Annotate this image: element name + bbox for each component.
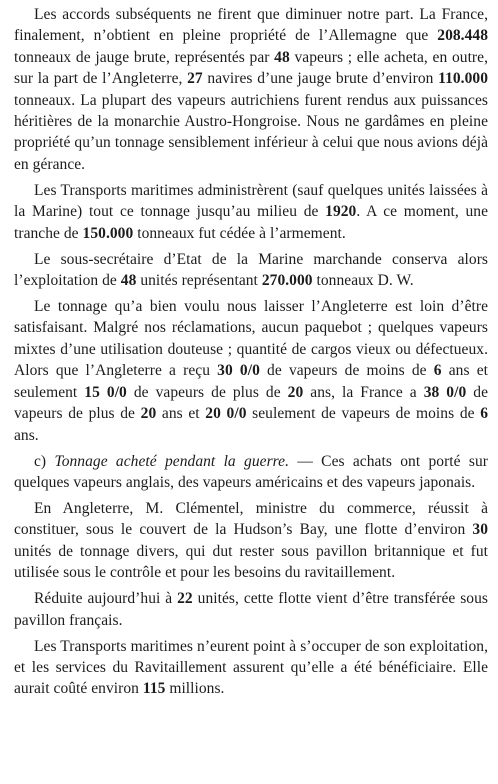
text-run: tonneaux. La plupart des vapeurs autrichiens furent rendus aux puissances héritières de la monarchie Austro-Hongroise. Nous ne gardâmes en pleine propriété qu’un tonnage sensiblement inférieur à celui que nous avions déjà en gérance. bbox=[14, 91, 488, 173]
bold-figure: 1920 bbox=[325, 203, 357, 221]
paragraph-7 bbox=[14, 588, 488, 631]
bold-figure: 22 bbox=[177, 590, 193, 608]
text-run: unités de tonnage divers, qui dut rester sous pavillon britannique et fut utilisée sous le contrôle et pour les besoins du ravitaillement. bbox=[14, 542, 488, 582]
text-run: Le sous-secrétaire d’Etat de la Marine marchande conserva alors l’exploitation de bbox=[14, 250, 488, 290]
bold-figure: 27 bbox=[187, 70, 203, 88]
bold-figure: 150.000 bbox=[82, 224, 134, 242]
text-run: Les Transports maritimes administrèrent (sauf quelques unités laissées à la Marine) tout ce tonnage jusqu’au milieu de bbox=[14, 181, 488, 221]
paragraph-1 bbox=[14, 4, 488, 175]
section-heading: Tonnage acheté pendant la guerre. bbox=[54, 452, 290, 470]
text-run: navires d’une jauge brute d’environ bbox=[202, 70, 439, 88]
bold-figure: 20 bbox=[140, 405, 157, 423]
text-run: vapeurs ; elle acheta, en outre, sur la part de l’Angleterre, bbox=[14, 48, 488, 88]
paragraph-4 bbox=[14, 296, 488, 446]
bold-figure: 20 bbox=[287, 383, 304, 401]
paragraph-8 bbox=[14, 636, 488, 700]
text-run: Le tonnage qu’a bien voulu nous laisser l’Angleterre est loin d’être satisfaisant. Malgré nos réclamations, aucun paquebot ; quelques vapeurs mixtes d’une utilisation douteuse ; quantité de cargos vieux ou défectueux. Alors que l’Angleterre a reçu bbox=[14, 298, 488, 380]
text-run: millions. bbox=[165, 680, 225, 698]
text-run: . A ce moment, une tranche de bbox=[14, 203, 488, 242]
bold-figure: 115 bbox=[142, 680, 166, 698]
paragraph-6 bbox=[14, 498, 488, 584]
text-run: tonneaux D. W. bbox=[312, 272, 414, 290]
paragraph-3 bbox=[14, 249, 488, 292]
text-run: ans. bbox=[14, 426, 39, 444]
text-run: — Ces achats ont porté sur quelques vapeurs anglais, des vapeurs américains et des vapeurs japonais. bbox=[14, 452, 488, 491]
paragraph-2 bbox=[14, 180, 488, 244]
text-run: de vapeurs de plus de bbox=[14, 383, 488, 423]
bold-figure: 20 0/0 bbox=[205, 405, 247, 423]
text-run: ans et seulement bbox=[14, 362, 488, 401]
text-run: En Angleterre, M. Clémentel, ministre du commerce, réussit à constituer, sous le couvert de la Hudson’s Bay, une flotte d’environ bbox=[14, 499, 488, 539]
document-page bbox=[14, 4, 488, 704]
text-run: de vapeurs de moins de bbox=[259, 362, 434, 380]
bold-figure: 30 0/0 bbox=[217, 362, 260, 380]
bold-figure: 6 bbox=[433, 362, 442, 380]
text-run: seulement de vapeurs de moins de bbox=[246, 405, 481, 423]
bold-figure: 48 bbox=[274, 48, 290, 66]
text-run: c) bbox=[34, 452, 55, 470]
text-run: ans, la France a bbox=[303, 383, 424, 401]
bold-figure: 270.000 bbox=[261, 272, 313, 290]
text-run: unités, cette flotte vient d’être transférée sous pavillon français. bbox=[14, 590, 488, 629]
bold-figure: 15 0/0 bbox=[84, 383, 127, 401]
bold-figure: 208.448 bbox=[437, 27, 488, 45]
paragraph-5 bbox=[14, 451, 488, 494]
text-run: Les Transports maritimes n’eurent point à s’occuper de son exploitation, et les services du Ravitaillement assurent qu’elle a été bénéficiaire. Elle aurait coûté environ bbox=[14, 637, 488, 698]
text-run: ans et bbox=[156, 405, 206, 423]
text-run: Les accords subséquents ne firent que diminuer notre part. La France, finalement, n’obtient en pleine propriété de l’Allemagne que bbox=[14, 6, 488, 45]
text-run: tonneaux fut cédée à l’armement. bbox=[133, 224, 346, 242]
bold-figure: 110.000 bbox=[438, 70, 488, 88]
bold-figure: 6 bbox=[480, 405, 489, 423]
text-run: unités représentant bbox=[136, 272, 262, 290]
text-run: tonneaux de jauge brute, représentés par bbox=[14, 48, 275, 66]
text-run: Réduite aujourd’hui à bbox=[34, 590, 178, 608]
bold-figure: 38 0/0 bbox=[423, 383, 467, 401]
bold-figure: 48 bbox=[120, 272, 137, 290]
text-run: de vapeurs de plus de bbox=[126, 383, 288, 401]
bold-figure: 30 bbox=[472, 521, 488, 539]
